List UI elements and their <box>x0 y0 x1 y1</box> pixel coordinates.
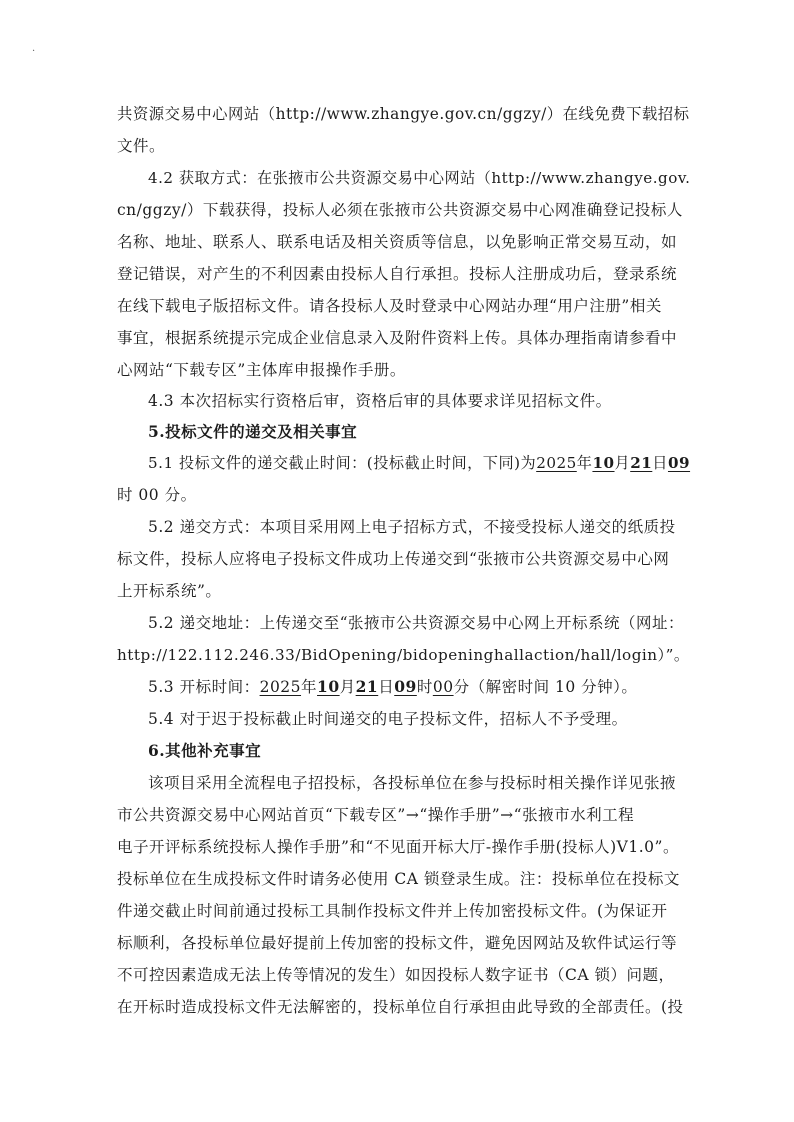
para-4-2-line-3: 名称、地址、联系人、联系电话及相关资质等信息，以免影响正常交易互动，如 <box>117 233 678 251</box>
para-5-3-suffix: 分（解密时间 10 分钟）。 <box>453 678 638 696</box>
opening-year: 2025 <box>259 678 302 696</box>
para-5-3-prefix: 5.3 开标时间： <box>148 678 260 696</box>
section-heading-5: 5.投标文件的递交及相关事宜 <box>148 422 358 441</box>
deadline-year: 2025 <box>536 454 577 472</box>
opening-month: 10 <box>317 677 340 696</box>
para-5-2a-line-1: 5.2 递交方式：本项目采用网上电子招标方式，不接受投标人递交的纸质投 <box>148 518 676 536</box>
para-6-line-1: 该项目采用全流程电子招投标，各投标单位在参与投标时相关操作详见张掖 <box>148 774 677 792</box>
para-4-2-line-5: 在线下载电子版招标文件。请各投标人及时登录中心网站办理“用户注册”相关 <box>117 297 662 315</box>
section-heading-6: 6.其他补充事宜 <box>148 741 262 760</box>
para-4-2-line-4: 登记错误，对产生的不利因素由投标人自行承担。投标人注册成功后，登录系统 <box>117 265 678 283</box>
deadline-month: 10 <box>592 454 615 472</box>
para-4-1-line-2: 文件。 <box>117 137 166 155</box>
para-5-1-line-2: 时 00 分。 <box>117 486 197 504</box>
para-4-2-line-1: 4.2 获取方式：在张掖市公共资源交易中心网站（http://www.zhangye.gov. <box>148 169 691 187</box>
para-6-line-3: 电子开评标系统投标人操作手册”和“不见面开标大厅-操作手册(投标人)V1.0”。 <box>117 838 679 856</box>
deadline-day: 21 <box>630 454 653 472</box>
para-4-3: 4.3 本次招标实行资格后审，资格后审的具体要求详见招标文件。 <box>148 392 612 410</box>
para-5-2b-line-1: 5.2 递交地址：上传递交至“张掖市公共资源交易中心网上开标系统（网址： <box>148 614 685 632</box>
para-5-1-prefix: 5.1 投标文件的递交截止时间：(投标截止时间，下同)为 <box>148 454 537 472</box>
para-5-3: 5.3 开标时间：2025年10月21日09时00分（解密时间 10 分钟）。 <box>148 677 638 696</box>
para-6-line-7: 不可控因素造成无法上传等情况的发生）如因投标人数字证书（CA 锁）问题， <box>117 966 675 984</box>
para-4-2-line-2: cn/ggzy/）下载获得，投标人必须在张掖市公共资源交易中心网准确登记投标人 <box>117 201 683 219</box>
para-4-2-line-7: 心网站“下载专区”主体库申报操作手册。 <box>117 361 406 379</box>
para-5-1-line-1: 5.1 投标文件的递交截止时间：(投标截止时间，下同)为2025年10月21日09 <box>148 454 691 472</box>
para-5-4: 5.4 对于迟于投标截止时间递交的电子投标文件，招标人不予受理。 <box>148 710 628 728</box>
opening-minute: 00 <box>432 678 454 696</box>
para-5-2b-line-2: http://122.112.246.33/BidOpening/bidopeninghallaction/hall/login）”。 <box>117 646 690 664</box>
para-6-line-8: 在开标时造成投标文件无法解密的，投标单位自行承担由此导致的全部责任。(投 <box>117 998 684 1016</box>
opening-day: 21 <box>355 677 379 696</box>
para-6-line-2: 市公共资源交易中心网站首页“下载专区”→“操作手册”→“张掖市水利工程 <box>117 806 635 824</box>
deadline-hour: 09 <box>667 454 691 472</box>
para-5-2a-line-3: 上开标系统”。 <box>117 582 222 600</box>
para-6-line-4: 投标单位在生成投标文件时请务必使用 CA 锁登录生成。注：投标单位在投标文 <box>117 870 680 888</box>
para-4-1-line-1: 共资源交易中心网站（http://www.zhangye.gov.cn/ggzy/）在线免费下载招标 <box>117 105 690 123</box>
para-6-line-5: 件递交截止时间前通过投标工具制作投标文件并上传加密投标文件。(为保证开 <box>117 902 668 920</box>
scan-mark: · <box>32 46 36 57</box>
opening-hour: 09 <box>394 677 417 696</box>
para-4-2-line-6: 事宜，根据系统提示完成企业信息录入及附件资料上传。具体办理指南请参看中 <box>117 329 678 347</box>
para-5-2a-line-2: 标文件，投标人应将电子投标文件成功上传递交到“张掖市公共资源交易中心网 <box>117 550 670 568</box>
para-6-line-6: 标顺利，各投标单位最好提前上传加密的投标文件，避免因网站及软件试运行等 <box>117 934 678 952</box>
